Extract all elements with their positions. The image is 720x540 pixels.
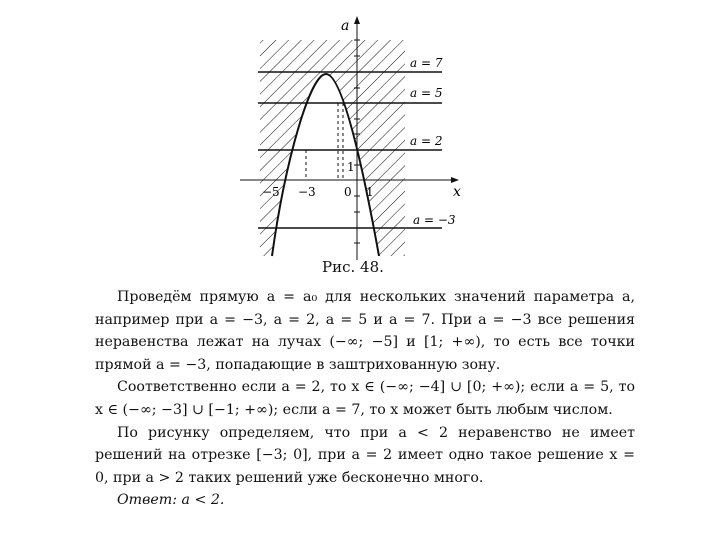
paragraph-2: Соответственно если a = 2, то x ∈ (−∞; −4] ∪ [0; +∞); если a = 5, то x ∈ (−∞; −3] ∪ [−1; +∞); если a = 7, то x может быть любым числом.	[95, 379, 635, 418]
answer: Ответ: a < 2.	[117, 492, 225, 509]
tick-m5: −5	[262, 185, 280, 199]
solution-text	[95, 286, 635, 512]
label-a7: a = 7	[410, 56, 443, 70]
tick-1x: 1	[366, 185, 374, 199]
y-axis-arrow	[354, 16, 360, 24]
tick-1y: 1	[347, 160, 355, 174]
label-am3: a = −3	[413, 213, 456, 227]
axis-label-a: a	[341, 18, 350, 34]
x-axis-arrow	[451, 177, 459, 183]
label-a2: a = 2	[410, 134, 443, 148]
tick-m3: −3	[298, 185, 316, 199]
graph	[240, 12, 480, 262]
figure-caption: Рис. 48.	[322, 258, 384, 276]
paragraph-3: По рисунку определяем, что при a < 2 неравенство не имеет решений на отрезке [−3; 0], при a = 2 имеет одно такое решение x = 0, при a > 2 таких решений уже бесконечно много.	[95, 424, 635, 486]
figure	[240, 12, 480, 262]
tick-0: 0	[344, 185, 352, 199]
label-a5: a = 5	[410, 86, 443, 100]
paragraph-1: Проведём прямую a = a₀ для нескольких значений параметра a, например при a = −3, a = 2, a = 5 и a = 7. При a = −3 все решения неравенства лежат на лучах (−∞; −5] и [1; +∞), то есть все точки прямой a = −3, попадающие в заштрихованную зону.	[95, 289, 635, 373]
axis-label-x: x	[453, 184, 461, 200]
